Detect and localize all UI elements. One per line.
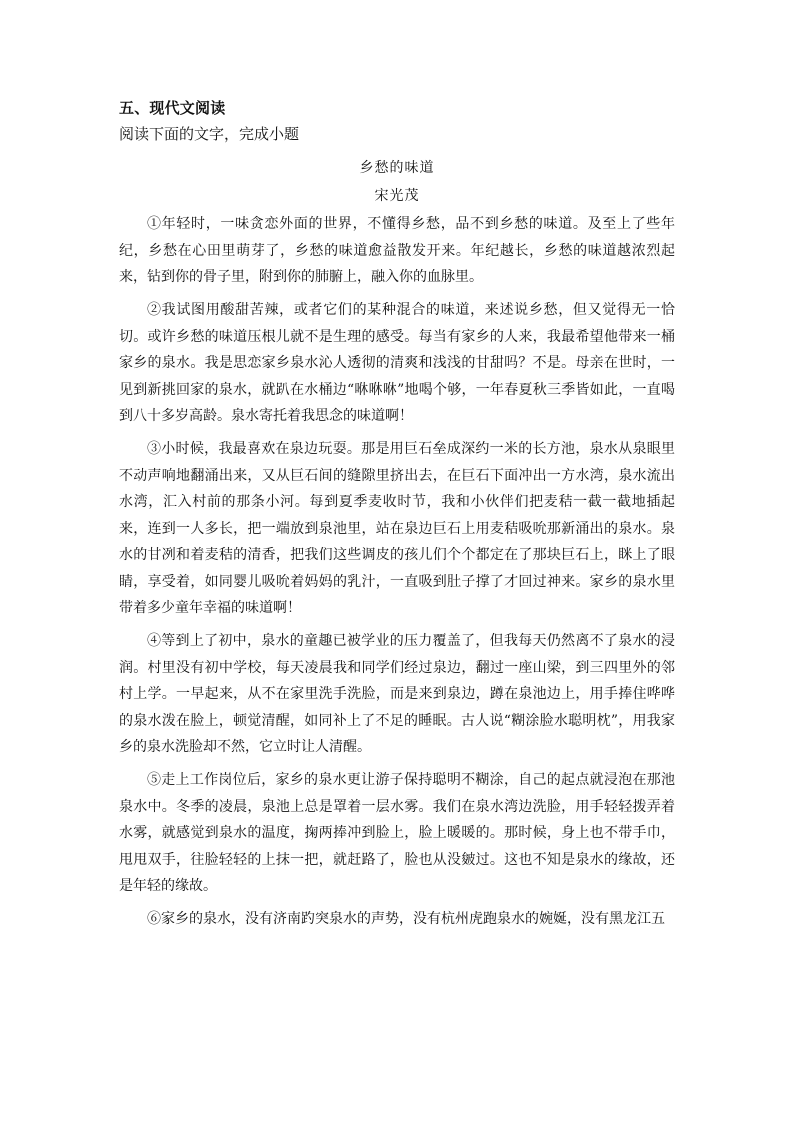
paragraph-3: ③小时候，我最喜欢在泉边玩耍。那是用巨石垒成深约一米的长方池，泉水从泉眼里不动声响地翻涌出来，又从巨石间的缝隙里挤出去，在巨石下面冲出一方水湾，泉水流出水湾，汇入村前的那条小河。每到夏季麦收时节，我和小伙伴们把麦秸一截一截地插起来，连到一人多长，把一端放到泉池里，站在泉边巨石上用麦秸吸吮那新涌出的泉水。泉水的甘冽和着麦秸的清香，把我们这些调皮的孩儿们个个都定在了那块巨石上，眯上了眼睛，享受着，如同婴儿吸吮着妈妈的乳汁，一直吸到肚子撑了才回过神来。家乡的泉水里带着多少童年幸福的味道啊！ [119, 441, 675, 616]
section-heading: 五、现代文阅读 [119, 99, 226, 117]
article-title: 乡愁的味道 [359, 160, 435, 176]
article-author: 宋光茂 [374, 188, 420, 204]
article-body [119, 211, 675, 939]
paragraph-1: ①年轻时，一味贪恋外面的世界，不懂得乡愁，品不到乡愁的味道。及至上了些年纪，乡愁在心田里萌芽了，乡愁的味道愈益散发开来。年纪越长，乡愁的味道越浓烈起来，钻到你的骨子里，附到你的肺腑上，融入你的血脉里。 [119, 216, 675, 285]
reading-instruction: 阅读下面的文字，完成小题 [119, 125, 300, 143]
paragraph-6: ⑥家乡的泉水，没有济南趵突泉水的声势，没有杭州虎跑泉水的婉娫，没有黑龙江五 [147, 911, 665, 927]
paragraph-2: ②我试图用酸甜苦辣，或者它们的某种混合的味道，来述说乡愁，但又觉得无一恰切。或许乡愁的味道压根儿就不是生理的感受。每当有家乡的人来，我最希望他带来一桶家乡的泉水。我是思恋家乡泉水沁人透彻的清爽和浅浅的甘甜吗？不是。母亲在世时，一见到新挑回家的泉水，就趴在水桶边“咻咻咻”地喝个够，一年春夏秋三季皆如此，一直喝到八十多岁高龄。泉水寄托着我思念的味道啊！ [119, 302, 675, 424]
paragraph-5: ⑤走上工作岗位后，家乡的泉水更让游子保持聪明不糊涂，自己的起点就浸泡在那池泉水中。冬季的凌晨，泉池上总是罩着一层水雾。我们在泉水湾边洗脸，用手轻轻拨弄着水雾，就感觉到泉水的温度，掬两捧冲到脸上，脸上暖暖的。那时候，身上也不带手巾，甩甩双手，往脸轻轻的上抹一把，就赶路了，脸也从没皴过。这也不知是泉水的缘故，还是年轻的缘故。 [119, 772, 675, 894]
paragraph-4: ④等到上了初中，泉水的童趣已被学业的压力覆盖了，但我每天仍然离不了泉水的浸润。村里没有初中学校，每天凌晨我和同学们经过泉边，翻过一座山梁，到三四里外的邻村上学。一早起来，从不在家里洗手洗脸，而是来到泉边，蹲在泉池边上，用手捧住哗哗的泉水泼在脸上，顿觉清醒，如同补上了不足的睡眠。古人说“糊涂脸水聪明枕”，用我家乡的泉水洗脸却不然，它立时让人清醒。 [119, 633, 675, 755]
